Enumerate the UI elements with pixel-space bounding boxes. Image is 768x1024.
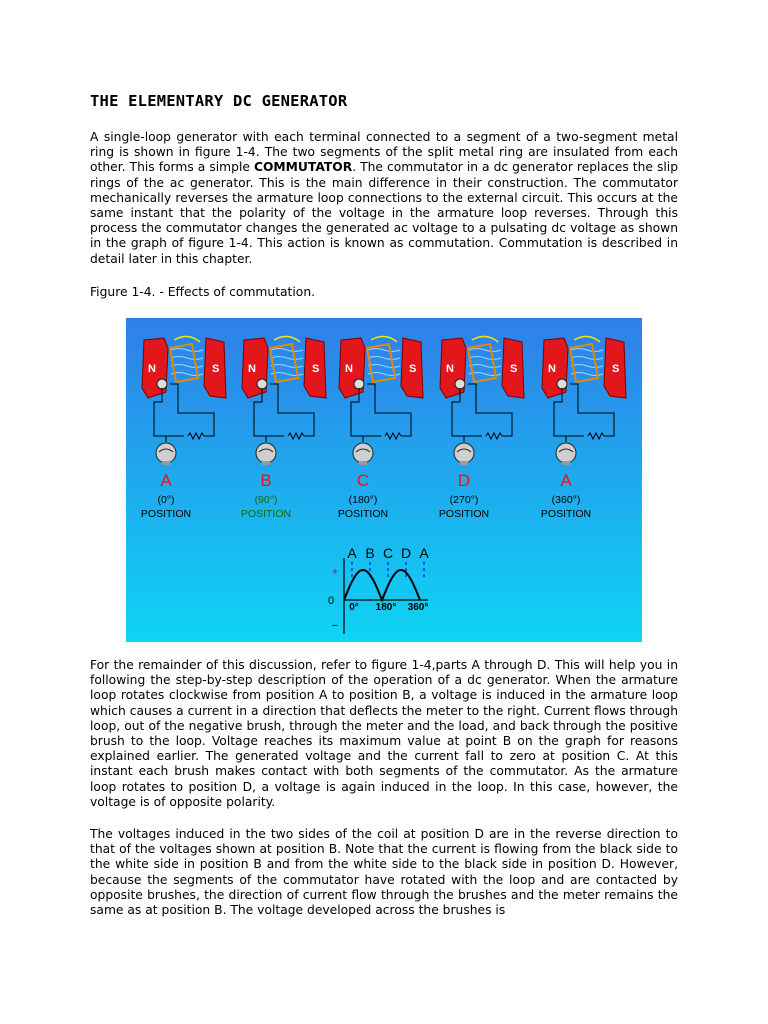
south-pole-label: S bbox=[409, 363, 417, 375]
graph-letter: A bbox=[347, 545, 357, 561]
graph-tick-label: 360° bbox=[407, 602, 429, 613]
graph-zero-label: 0 bbox=[328, 595, 335, 607]
position-angle: (180°) bbox=[348, 494, 378, 506]
commutator bbox=[257, 379, 267, 389]
position-letter: C bbox=[356, 471, 370, 490]
commutator bbox=[557, 379, 567, 389]
graph-plus-label: + bbox=[332, 567, 338, 578]
graph-minus-label: – bbox=[332, 620, 338, 631]
south-pole-label: S bbox=[612, 363, 620, 375]
position-word: POSITION bbox=[240, 508, 292, 520]
position-letter: A bbox=[560, 471, 572, 490]
position-word: POSITION bbox=[140, 508, 192, 520]
north-pole-label: N bbox=[148, 363, 156, 375]
position-letter: B bbox=[260, 471, 272, 490]
position-angle: (360°) bbox=[551, 494, 581, 506]
south-pole-label: S bbox=[212, 363, 220, 375]
position-angle: (270°) bbox=[449, 494, 479, 506]
paragraph-intro-text-end: . The commutator in a dc generator replaces the slip rings of the ac generator. This is the main difference in their construction. The commutator mechanically reverses the armature loop connections to the external circuit. This occurs at the same instant that the polarity of the voltage in the armature loop reverses. Through this process the commutator changes the generated ac voltage to a pulsating dc voltage as shown in the graph of figure 1-4. This action is known as commutation. Commutation is described in detail later in this chapter. bbox=[90, 160, 678, 266]
meter bbox=[256, 443, 276, 463]
south-pole-label: S bbox=[312, 363, 320, 375]
meter-base bbox=[460, 461, 468, 465]
meter bbox=[156, 443, 176, 463]
meter-base bbox=[262, 461, 270, 465]
position-letter: D bbox=[457, 471, 471, 490]
commutator bbox=[354, 379, 364, 389]
north-pole-label: N bbox=[548, 363, 556, 375]
graph-tick-label: 0° bbox=[349, 602, 359, 613]
commutator bbox=[157, 379, 167, 389]
commutator-term: COMMUTATOR bbox=[253, 160, 353, 175]
position-angle: (90°) bbox=[254, 494, 278, 506]
meter-base bbox=[562, 461, 570, 465]
commutation-figure bbox=[126, 318, 642, 642]
meter bbox=[353, 443, 373, 463]
position-word: POSITION bbox=[438, 508, 490, 520]
north-pole-label: N bbox=[345, 363, 353, 375]
graph-letter: D bbox=[400, 545, 412, 561]
north-pole-label: N bbox=[446, 363, 454, 375]
paragraph-intro-text: A single-loop generator with each terminal connected to a segment of a two-segment metal ring is shown in figure 1-4. The two segments of the split metal ring are insulated from each other. This forms a simple bbox=[90, 130, 678, 175]
meter-base bbox=[359, 461, 367, 465]
meter-base bbox=[162, 461, 170, 465]
paragraph-steps: For the remainder of this discussion, refer to figure 1-4,parts A through D. This will help you in following the step-by-step description of the operation of a dc generator. When the armature loop rotates clockwise from position A to position B, a voltage is induced in the armature loop which causes a current in a direction that deflects the meter to the right. Current flows through loop, out of the negative brush, through the meter and the load, and back through the positive brush to the loop. Voltage reaches its maximum value at point B on the graph for reasons explained earlier. The generated voltage and the current fall to zero at position C. At this instant each brush makes contact with both segments of the commutator. As the armature loop rotates to position D, a voltage is again induced in the loop. In this case, however, the voltage is of opposite polarity. bbox=[90, 658, 678, 809]
page-title: THE ELEMENTARY DC GENERATOR bbox=[90, 92, 348, 110]
position-angle: (0°) bbox=[157, 494, 175, 506]
meter bbox=[454, 443, 474, 463]
graph-letter: A bbox=[419, 545, 429, 561]
meter bbox=[556, 443, 576, 463]
position-word: POSITION bbox=[337, 508, 389, 520]
position-word: POSITION bbox=[540, 508, 592, 520]
south-pole-label: S bbox=[510, 363, 518, 375]
commutator bbox=[455, 379, 465, 389]
position-letter: A bbox=[160, 471, 172, 490]
paragraph-intro bbox=[90, 130, 678, 267]
graph-tick-label: 180° bbox=[375, 602, 397, 613]
north-pole-label: N bbox=[248, 363, 256, 375]
paragraph-reverse: The voltages induced in the two sides of the coil at position D are in the reverse direction to that of the voltages shown at position B. Note that the current is flowing from the black side to the white side in position B and from the white side to the black side in position D. However, because the segments of the commutator have rotated with the loop and are contacted by opposite brushes, the direction of current flow through the brushes and the meter remains the same as at position B. The voltage developed across the brushes is bbox=[90, 827, 678, 918]
graph-letter: C bbox=[382, 545, 394, 561]
graph-letter: B bbox=[365, 545, 375, 561]
figure-caption: Figure 1-4. - Effects of commutation. bbox=[90, 285, 316, 299]
commutation-diagram bbox=[126, 318, 642, 642]
